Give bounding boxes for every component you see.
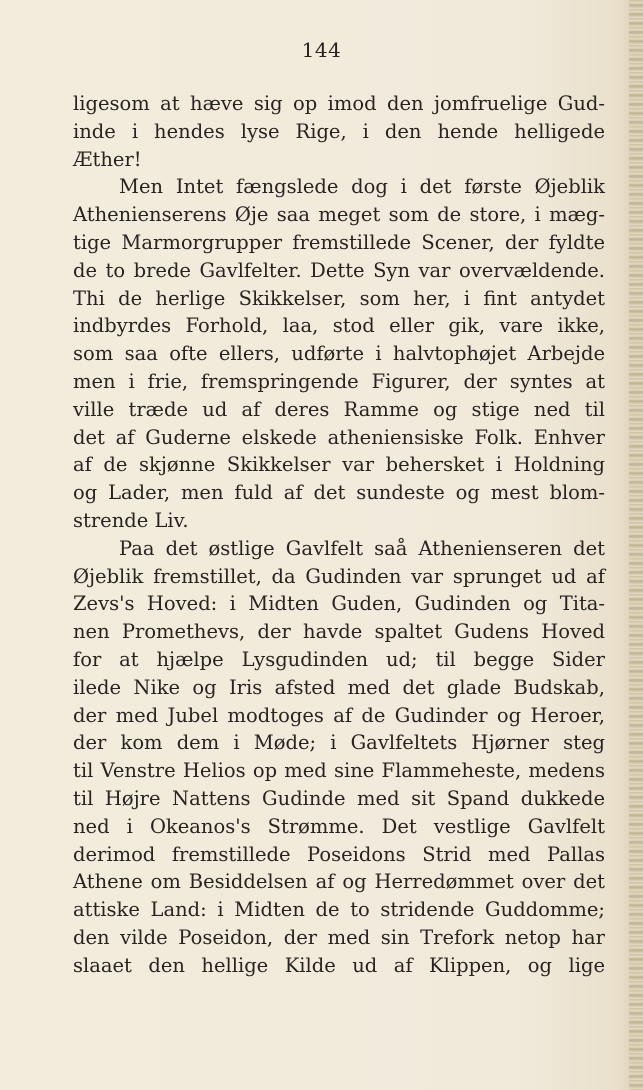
page-edge-shadow — [629, 0, 643, 1090]
text-line: slaaet den hellige Kilde ud af Klippen, og lige — [73, 953, 605, 977]
body-text — [73, 90, 605, 980]
text-line: Athene om Besiddelsen af og Herredømmet over det — [73, 870, 605, 894]
page-number: 144 — [301, 38, 342, 62]
text-line: ned i Okeanos's Strømme. Det vestlige Gavlfelt — [73, 814, 605, 838]
text-line: derimod fremstillede Poseidons Strid med Pallas — [73, 842, 605, 866]
text-line: tige Marmorgrupper fremstillede Scener, der fyldte — [73, 230, 605, 254]
text-line: ilede Nike og Iris afsted med det glade Budskab, — [73, 675, 605, 699]
text-line: Thi de herlige Skikkelser, som her, i fint antydet — [73, 286, 605, 310]
text-line: der kom dem i Møde; i Gavlfeltets Hjørner steg — [73, 731, 605, 755]
text-line: Æther! — [73, 147, 142, 171]
text-line: men i frie, fremspringende Figurer, der syntes at — [73, 369, 605, 393]
text-line: til Højre Nattens Gudinde med sit Spand dukkede — [73, 786, 605, 810]
text-line: som saa ofte ellers, udførte i halvtophøjet Arbejde — [73, 342, 605, 366]
text-line: ville træde ud af deres Ramme og stige ned til — [73, 397, 605, 421]
text-line: ligesom at hæve sig op imod den jomfruelige Gud- — [73, 92, 605, 115]
text-line: Athenienserens Øje saa meget som de store, i mæg- — [73, 203, 605, 227]
text-line: den vilde Poseidon, der med sin Trefork netop har — [73, 925, 605, 949]
text-line: indbyrdes Forhold, laa, stod eller gik, vare ikke, — [73, 314, 605, 338]
text-line: attiske Land: i Midten de to stridende Guddomme; — [73, 898, 605, 922]
text-line: inde i hendes lyse Rige, i den hende helligede — [73, 119, 605, 143]
text-line: af de skjønne Skikkelser var behersket i Holdning — [73, 453, 605, 477]
text-line: de to brede Gavlfelter. Dette Syn var overvældende. — [73, 258, 605, 282]
text-line: Men Intet fængslede dog i det første Øjeblik — [119, 175, 605, 199]
text-line: der med Jubel modtoges af de Gudinder og Heroer, — [73, 703, 605, 727]
text-line: Øjeblik fremstillet, da Gudinden var sprunget ud af — [73, 564, 605, 588]
text-line: for at hjælpe Lysgudinden ud; til begge Sider — [73, 647, 605, 671]
text-line: Zevs's Hoved: i Midten Guden, Gudinden og Tita- — [73, 592, 605, 616]
text-line: og Lader, men fuld af det sundeste og mest blom- — [73, 481, 605, 505]
text-line: til Venstre Helios op med sine Flammeheste, medens — [73, 759, 605, 783]
text-line: Paa det østlige Gavlfelt saå Athenienseren det — [119, 536, 605, 560]
text-line: nen Promethevs, der havde spaltet Gudens Hoved — [73, 620, 605, 644]
text-line: strende Liv. — [73, 508, 189, 532]
text-line: det af Guderne elskede atheniensiske Folk. Enhver — [73, 425, 605, 449]
